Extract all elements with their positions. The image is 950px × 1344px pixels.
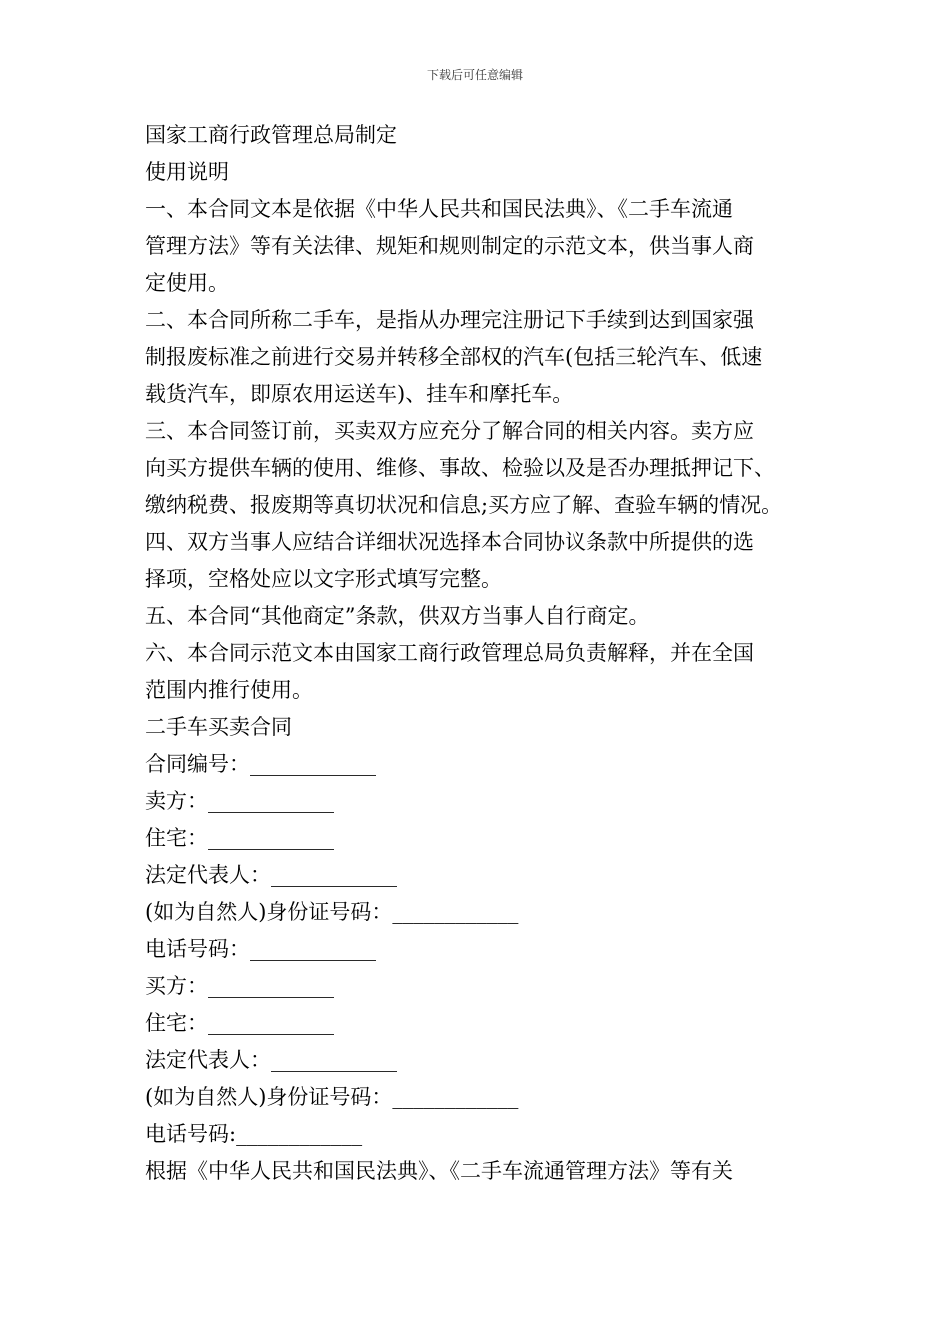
usage-item-6-line-2: 范围内推行使用。 [145, 678, 313, 702]
document-body [145, 117, 810, 1190]
seller-legal-rep-field: 法定代表人：____________ [145, 863, 397, 887]
seller-phone-field: 电话号码：____________ [145, 937, 376, 961]
usage-item-6-line-1: 六、本合同示范文本由国家工商行政管理总局负责解释，并在全国 [145, 641, 754, 665]
usage-item-1-line-2: 管理方法》等有关法律、规矩和规则制定的示范文本，供当事人商 [145, 234, 754, 258]
contract-preamble-line-1: 根据《中华人民共和国民法典》、《二手车流通管理方法》等有关 [145, 1159, 733, 1183]
buyer-field: 买方：____________ [145, 974, 334, 998]
usage-item-3-line-2: 向买方提供车辆的使用、维修、事故、检验以及是否办理抵押记下、 [145, 456, 775, 480]
usage-item-5: 五、本合同“其他商定”条款，供双方当事人自行商定。 [145, 604, 650, 628]
usage-item-4-line-1: 四、双方当事人应结合详细状况选择本合同协议条款中所提供的选 [145, 530, 754, 554]
buyer-phone-field: 电话号码:____________ [145, 1122, 363, 1146]
page-header: 下载后可任意编辑 [426, 68, 523, 82]
contract-title: 二手车买卖合同 [145, 715, 292, 739]
buyer-id-number-field: (如为自然人)身份证号码：____________ [145, 1085, 519, 1109]
section-heading-usage: 使用说明 [145, 160, 229, 184]
usage-item-2-line-1: 二、本合同所称二手车，是指从办理完注册记下手续到达到国家强 [145, 308, 754, 332]
buyer-legal-rep-field: 法定代表人：____________ [145, 1048, 397, 1072]
buyer-address-field: 住宅：____________ [145, 1011, 334, 1035]
usage-item-1-line-3: 定使用。 [145, 271, 229, 295]
usage-item-2-line-2: 制报废标准之前进行交易并转移全部权的汽车(包括三轮汽车、低速 [145, 345, 763, 369]
usage-item-3-line-1: 三、本合同签订前，买卖双方应充分了解合同的相关内容。卖方应 [145, 419, 754, 443]
seller-id-number-field: (如为自然人)身份证号码：____________ [145, 900, 519, 924]
seller-field: 卖方：____________ [145, 789, 334, 813]
contract-number-field: 合同编号：____________ [145, 752, 376, 776]
usage-item-3-line-3: 缴纳税费、报废期等真切状况和信息;买方应了解、查验车辆的情况。 [145, 493, 783, 517]
publisher-line: 国家工商行政管理总局制定 [145, 123, 397, 147]
usage-item-2-line-3: 载货汽车，即原农用运送车)、挂车和摩托车。 [145, 382, 574, 406]
usage-item-4-line-2: 择项，空格处应以文字形式填写完整。 [145, 567, 502, 591]
seller-address-field: 住宅：____________ [145, 826, 334, 850]
usage-item-1-line-1: 一、本合同文本是依据《中华人民共和国民法典》、《二手车流通 [145, 197, 733, 221]
